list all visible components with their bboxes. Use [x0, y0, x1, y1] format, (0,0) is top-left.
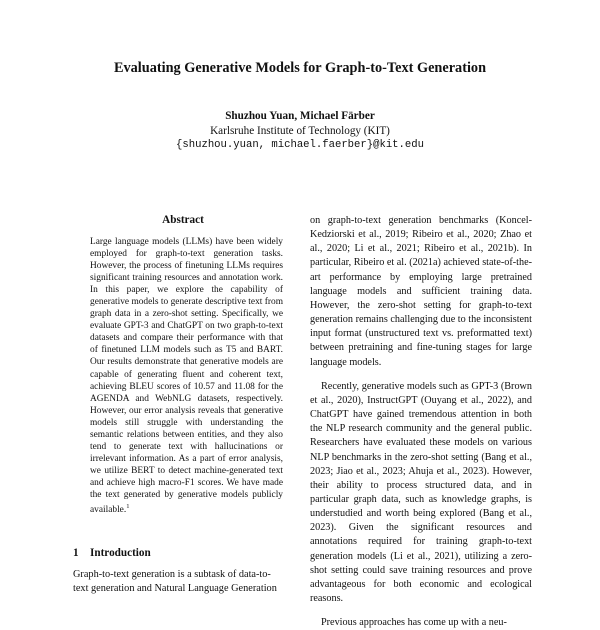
right-paragraph-2: Recently, generative models such as GPT-3 (Brown et al., 2020), InstructGPT (Ouyang et al., 2022), and ChatGPT have gained tremendous attention in both the NLP research community and the general public. Researchers have evaluated these models on various NLP benchmarks in the zero-shot setting (Bang et al., 2023; Jiao et al., 2023; Ahuja et al., 2023). However, their ability to process structured data, and in particular graph data, such as knowledge graphs, is understudied and worth being explored (Bang et al., 2023). Given the significant resources and annotations required for training graph-to-text generation models (Li et al., 2021), utilizing a zero-shot setting could save training resources and prove advantageous for both economic and ecological reasons. — [310, 380, 532, 605]
abstract-body: Large language models (LLMs) have been widely employed for graph-to-text generation tasks. However, the process of finetuning LLMs requires significant training resources and annotation work. In this paper, we explore the capability of generative models to generate descriptive text from graph data in a zero-shot setting. Specifically, we evaluate GPT-3 and ChatGPT on two graph-to-text datasets and compare their performance with that of finetuned LLM models such as T5 and BART. Our results demonstrate that generative models are capable of generating fluent and coherent text, achieving BLEU scores of 10.57 and 11.08 for the AGENDA and WebNLG datasets, respectively. However, our error analysis reveals that generative models still struggle with understanding the semantic relations between entities, and they also tend to generate text with hallucinations or irrelevant information. As a part of error analysis, we utilize BERT to detect machine-generated text and achieve high macro-F1 scores. We have made the text generated by generative models publicly available. — [90, 237, 283, 516]
paper-title: Evaluating Generative Models for Graph-to-Text Generation — [113, 60, 487, 76]
section-title: Introduction — [90, 547, 151, 559]
right-paragraph-3: Previous approaches has come up with a neu- — [321, 617, 507, 629]
section-number: 1 — [73, 547, 79, 559]
intro-line-2: text generation and Natural Language Generation — [73, 583, 277, 595]
footnote-marker: 1 — [126, 503, 130, 511]
abstract-text — [90, 236, 283, 516]
introduction-text — [73, 568, 295, 596]
author-names: Shuzhou Yuan, Michael Färber — [225, 110, 375, 122]
right-column — [310, 214, 532, 630]
author-email: {shuzhou.yuan, michael.faerber}@kit.edu — [176, 139, 424, 151]
author-affiliation: Karlsruhe Institute of Technology (KIT) — [210, 125, 390, 137]
abstract-heading: Abstract — [162, 214, 204, 226]
introduction-heading — [73, 547, 303, 559]
right-paragraph-1: on graph-to-text generation benchmarks (Koncel-Kedziorski et al., 2019; Ribeiro et al., 2020; Zhao et al., 2020; Li et al., 2021; Ribeiro et al., 2021b). In particular, Ribeiro et al. (2021a) achieved state-of-the-art performance by employing large pretrained language models and sufficient training data. However, the zero-shot setting for graph-to-text generation remains challenging due to the inconsistent input format (unstructured text vs. preformatted text) between pretraining and fine-tuning stages for large language models. — [310, 215, 532, 368]
intro-line-1: Graph-to-text generation is a subtask of data-to- — [73, 569, 271, 580]
